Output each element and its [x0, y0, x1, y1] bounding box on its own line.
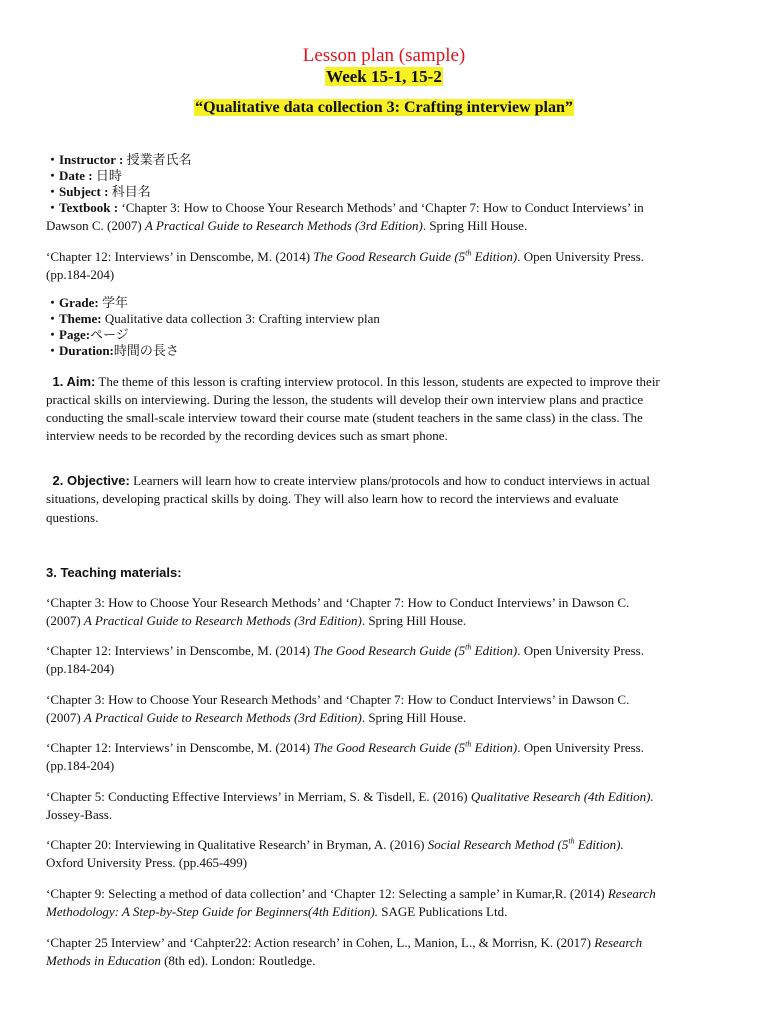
theme-line: ・Theme: Qualitative data collection 3: Crafting interview plan	[46, 311, 380, 326]
material-ref-4-line-2: (pp.184-204)	[46, 758, 115, 773]
aim-line-3: conducting the small-scale interview toward their course mate (student teachers in the same class) in the class. The	[46, 410, 643, 425]
material-ref-3: ‘Chapter 3: How to Choose Your Research Methods’ and ‘Chapter 7: How to Conduct Interviews’ in Dawson C.	[46, 692, 630, 707]
aim-line-2: practical skills on interviewing. During the lesson, the students will develop their own interview plans and practice	[46, 392, 644, 407]
material-ref-2: ‘Chapter 12: Interviews’ in Denscombe, M. (2014) The Good Research Guide (5th Edition). Open University Press.	[46, 642, 644, 658]
document-title: Lesson plan (sample)	[302, 45, 466, 66]
material-ref-1-line-2: (2007) A Practical Guide to Research Methods (3rd Edition). Spring Hill House.	[46, 613, 467, 628]
aim-label: 1. Aim:	[52, 374, 96, 389]
material-ref-6: ‘Chapter 20: Interviewing in Qualitative Research’ in Bryman, A. (2016) Social Research Method (5th Edition).	[46, 836, 624, 852]
week-label	[0, 67, 768, 87]
subtitle-highlight: “Qualitative data collection 3: Crafting interview plan”	[195, 99, 573, 116]
grade-line: ・Grade: 学年	[46, 295, 128, 310]
material-ref-8-line-2: Methods in Education (8th ed). London: Routledge.	[46, 953, 316, 968]
material-ref-2-line-2: (pp.184-204)	[46, 661, 115, 676]
textbook-line-2: Dawson C. (2007) A Practical Guide to Research Methods (3rd Edition). Spring Hill House.	[46, 218, 528, 233]
aim-line-1: 1. Aim: The theme of this lesson is crafting interview protocol. In this lesson, students are expected to improve their	[52, 374, 660, 389]
lesson-subtitle	[0, 98, 768, 118]
aim-line-4: interview needs to be recorded by the recording devices such as smart phone.	[46, 428, 448, 443]
material-ref-6-line-2: Oxford University Press. (pp.465-499)	[46, 855, 248, 870]
material-ref-1: ‘Chapter 3: How to Choose Your Research Methods’ and ‘Chapter 7: How to Conduct Interviews’ in Dawson C.	[46, 595, 630, 610]
page-line: ・Page:ページ	[46, 327, 129, 342]
material-ref-3-line-2: (2007) A Practical Guide to Research Methods (3rd Edition). Spring Hill House.	[46, 710, 467, 725]
objective-line-2: situations, developing practical skills by doing. They will also learn how to record the interviews and evaluate	[46, 491, 619, 506]
material-ref-5: ‘Chapter 5: Conducting Effective Interviews’ in Merriam, S. & Tisdell, E. (2016) Qualitative Research (4th Edition).	[46, 789, 654, 804]
subject-line: ・Subject : 科目名	[46, 184, 151, 199]
material-ref-7-line-2: Methodology: A Step-by-Step Guide for Beginners(4th Edition). SAGE Publications Ltd.	[46, 904, 508, 919]
reference-line: ‘Chapter 12: Interviews’ in Denscombe, M. (2014) The Good Research Guide (5th Edition). Open University Press.	[46, 248, 644, 264]
instructor-line: ・Instructor : 授業者氏名	[46, 152, 192, 167]
objective-line-3: questions.	[46, 510, 99, 525]
textbook-line: ・Textbook : ‘Chapter 3: How to Choose Your Research Methods’ and ‘Chapter 7: How to Conduct Interviews’ in	[46, 200, 644, 215]
material-ref-5-line-2: Jossey-Bass.	[46, 807, 113, 822]
date-line: ・Date : 日時	[46, 168, 122, 183]
material-ref-7: ‘Chapter 9: Selecting a method of data collection’ and ‘Chapter 12: Selecting a sample’ in Kumar,R. (2014) Research	[46, 886, 656, 901]
material-ref-4: ‘Chapter 12: Interviews’ in Denscombe, M. (2014) The Good Research Guide (5th Edition). Open University Press.	[46, 739, 644, 755]
objective-label: 2. Objective:	[52, 473, 130, 488]
duration-line: ・Duration:時間の長さ	[46, 343, 179, 358]
material-ref-8: ‘Chapter 25 Interview’ and ‘Cahpter22: Action research’ in Cohen, L., Manion, L., & Morrisn, K. (2017) Research	[46, 935, 643, 950]
objective-line-1: 2. Objective: Learners will learn how to create interview plans/protocols and how to conduct interviews in actual	[52, 473, 651, 488]
week-highlight: Week 15-1, 15-2	[326, 67, 442, 86]
materials-heading: 3. Teaching materials:	[46, 565, 182, 580]
reference-line-2: (pp.184-204)	[46, 267, 115, 282]
